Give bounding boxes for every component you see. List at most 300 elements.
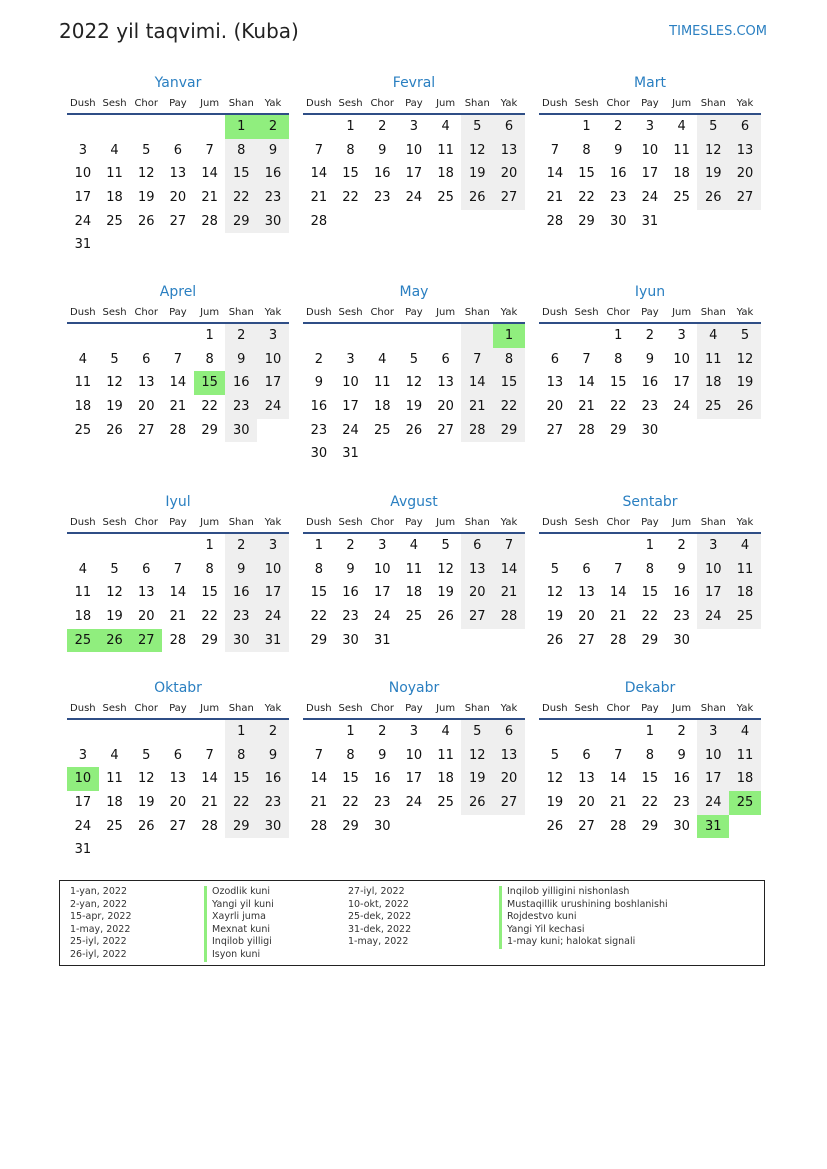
day-cell: 7 bbox=[314, 747, 323, 763]
day-cell: 25 bbox=[106, 818, 123, 834]
day-cell: 26 bbox=[546, 818, 564, 834]
day-cell: 4 bbox=[441, 724, 450, 739]
weekday-header bbox=[67, 512, 289, 534]
day-grid bbox=[303, 720, 525, 838]
legend-entry: Inqilob yilligini nishonlash bbox=[499, 886, 668, 899]
day-cell: 16 bbox=[609, 166, 627, 182]
legend-entry: 1-yan, 2022 bbox=[70, 886, 127, 897]
day-cell: 27 bbox=[493, 791, 525, 815]
day-cell: 8 bbox=[493, 348, 525, 372]
legend-entry: Rojdestvo kuni bbox=[499, 911, 668, 924]
weekday-label: Sesh bbox=[338, 702, 363, 714]
day-cell: 24 bbox=[641, 190, 659, 206]
day-cell: 22 bbox=[641, 609, 659, 625]
day-grid bbox=[539, 534, 761, 652]
day-cell: 14 bbox=[169, 375, 187, 391]
day-cell: 3 bbox=[257, 324, 289, 348]
day-cell: 5 bbox=[110, 351, 119, 367]
day-cell: 4 bbox=[409, 538, 419, 553]
legend-entry: Xayrli juma bbox=[204, 911, 274, 924]
day-cell: 13 bbox=[578, 585, 595, 601]
day-cell: 7 bbox=[205, 747, 214, 763]
weekday-label: Yak bbox=[264, 97, 282, 109]
day-cell: 7 bbox=[205, 142, 214, 158]
empty-cell bbox=[162, 115, 194, 139]
day-cell: 1 bbox=[614, 328, 623, 343]
day-cell: 17 bbox=[257, 581, 289, 605]
day-cell: 15 bbox=[578, 166, 595, 182]
day-cell: 18 bbox=[106, 795, 123, 811]
day-grid bbox=[67, 720, 289, 862]
day-cell: 31 bbox=[257, 629, 289, 653]
day-cell: 2 bbox=[225, 324, 257, 348]
day-cell: 27 bbox=[578, 632, 595, 648]
day-cell: 2 bbox=[677, 538, 686, 553]
day-cell: 27 bbox=[461, 605, 493, 629]
day-cell: 1 bbox=[225, 720, 257, 744]
day-cell: 31 bbox=[373, 632, 391, 648]
day-cell: 19 bbox=[729, 371, 761, 395]
day-cell: 12 bbox=[546, 585, 564, 601]
day-cell: 17 bbox=[641, 166, 659, 182]
month-title: Aprel bbox=[159, 284, 197, 300]
day-cell: 20 bbox=[461, 581, 493, 605]
day-cell: 16 bbox=[373, 771, 391, 787]
day-cell: 5 bbox=[550, 747, 559, 763]
weekday-label: Pay bbox=[405, 97, 423, 109]
day-cell: 29 bbox=[225, 815, 257, 839]
day-cell: 30 bbox=[373, 818, 391, 834]
day-cell: 13 bbox=[137, 375, 155, 391]
legend-entry: 25-iyl, 2022 bbox=[70, 936, 127, 948]
weekday-label: Yak bbox=[500, 306, 518, 318]
legend-dates-col-2 bbox=[348, 886, 411, 949]
holiday-day-cell: 1 bbox=[225, 115, 257, 139]
weekday-label: Pay bbox=[641, 516, 659, 528]
day-cell: 13 bbox=[437, 375, 454, 391]
weekday-label: Chor bbox=[370, 702, 394, 714]
weekday-label: Dush bbox=[306, 306, 332, 318]
weekday-label: Sesh bbox=[102, 702, 127, 714]
day-cell: 19 bbox=[697, 162, 729, 186]
weekday-label: Jum bbox=[436, 516, 456, 528]
day-cell: 24 bbox=[697, 605, 729, 629]
day-cell: 6 bbox=[142, 561, 151, 577]
day-cell: 25 bbox=[437, 190, 454, 206]
weekday-label: Chor bbox=[606, 702, 630, 714]
holiday-day-cell: 27 bbox=[130, 629, 162, 653]
day-cell: 18 bbox=[437, 166, 454, 182]
legend-entry: 25-dek, 2022 bbox=[348, 911, 412, 923]
day-cell: 3 bbox=[257, 534, 289, 558]
legend-entry: 27-iyl, 2022 bbox=[348, 886, 405, 897]
day-cell: 12 bbox=[405, 375, 423, 391]
day-cell: 14 bbox=[493, 558, 525, 582]
day-cell: 30 bbox=[257, 815, 289, 839]
day-cell: 6 bbox=[441, 351, 450, 367]
day-cell: 8 bbox=[205, 561, 214, 577]
weekday-label: Yak bbox=[264, 516, 282, 528]
day-cell: 23 bbox=[342, 609, 359, 625]
day-cell: 24 bbox=[342, 422, 359, 438]
day-cell: 3 bbox=[378, 538, 387, 553]
day-cell: 28 bbox=[578, 422, 595, 438]
day-cell: 15 bbox=[641, 585, 659, 601]
day-cell: 4 bbox=[697, 324, 729, 348]
weekday-label: Jum bbox=[436, 97, 456, 109]
day-cell: 15 bbox=[201, 585, 218, 601]
day-cell: 22 bbox=[609, 399, 627, 415]
day-cell: 14 bbox=[546, 166, 564, 182]
month-title: Iyul bbox=[165, 494, 191, 510]
weekday-label: Sesh bbox=[102, 306, 127, 318]
day-cell: 3 bbox=[409, 724, 419, 739]
weekday-label: Pay bbox=[641, 306, 659, 318]
day-cell: 28 bbox=[609, 632, 627, 648]
month-yanvar bbox=[67, 73, 289, 257]
day-cell: 31 bbox=[342, 446, 359, 462]
day-cell: 17 bbox=[342, 399, 359, 415]
day-cell: 7 bbox=[173, 351, 183, 367]
empty-cell bbox=[99, 115, 131, 139]
month-sentabr bbox=[539, 492, 761, 652]
day-cell: 4 bbox=[110, 142, 119, 158]
day-cell: 25 bbox=[437, 795, 454, 811]
weekday-label: Chor bbox=[370, 306, 394, 318]
weekday-label: Jum bbox=[200, 97, 220, 109]
empty-cell bbox=[67, 324, 99, 348]
day-cell: 4 bbox=[78, 351, 87, 367]
day-cell: 17 bbox=[673, 375, 690, 391]
day-cell: 27 bbox=[493, 186, 525, 210]
month-title: May bbox=[399, 284, 429, 300]
weekday-label: Chor bbox=[606, 516, 630, 528]
day-cell: 25 bbox=[697, 395, 729, 419]
day-cell: 26 bbox=[461, 791, 493, 815]
month-title: Noyabr bbox=[388, 680, 440, 696]
day-cell: 10 bbox=[373, 561, 391, 577]
day-cell: 12 bbox=[461, 744, 493, 768]
day-cell: 5 bbox=[409, 351, 419, 367]
day-cell: 16 bbox=[225, 581, 257, 605]
month-may bbox=[303, 282, 525, 466]
weekday-label: Sesh bbox=[574, 97, 599, 109]
day-cell: 10 bbox=[697, 744, 729, 768]
legend-entry: 1-may kuni; halokat signali bbox=[499, 936, 668, 949]
day-cell: 1 bbox=[645, 724, 655, 739]
day-cell: 20 bbox=[546, 399, 564, 415]
holiday-legend bbox=[59, 880, 765, 966]
day-cell: 17 bbox=[405, 166, 423, 182]
holiday-day-cell: 25 bbox=[67, 629, 99, 653]
weekday-label: Jum bbox=[200, 516, 220, 528]
day-cell: 10 bbox=[405, 747, 423, 763]
empty-cell bbox=[303, 720, 335, 744]
weekday-header bbox=[67, 698, 289, 720]
day-cell: 22 bbox=[201, 609, 218, 625]
day-cell: 11 bbox=[697, 348, 729, 372]
weekday-label: Dush bbox=[70, 306, 96, 318]
day-cell: 10 bbox=[257, 558, 289, 582]
day-cell: 4 bbox=[729, 534, 761, 558]
day-cell: 17 bbox=[697, 767, 729, 791]
month-avgust bbox=[303, 492, 525, 652]
day-cell: 29 bbox=[310, 632, 328, 648]
day-cell: 8 bbox=[346, 142, 355, 158]
day-cell: 8 bbox=[645, 561, 655, 577]
day-cell: 10 bbox=[342, 375, 359, 391]
day-cell: 11 bbox=[405, 561, 423, 577]
day-cell: 16 bbox=[310, 399, 328, 415]
day-cell: 15 bbox=[342, 166, 359, 182]
day-cell: 19 bbox=[437, 585, 454, 601]
day-cell: 22 bbox=[578, 190, 595, 206]
weekday-label: Chor bbox=[370, 97, 394, 109]
day-cell: 10 bbox=[673, 351, 690, 367]
holiday-day-cell: 26 bbox=[99, 629, 131, 653]
day-cell: 21 bbox=[169, 609, 187, 625]
weekday-label: Shan bbox=[228, 306, 254, 318]
legend-names-col-1 bbox=[204, 886, 274, 962]
day-cell: 27 bbox=[437, 422, 454, 438]
day-cell: 25 bbox=[106, 213, 123, 229]
day-cell: 11 bbox=[437, 142, 454, 158]
day-cell: 20 bbox=[729, 162, 761, 186]
day-grid bbox=[303, 324, 525, 466]
day-cell: 18 bbox=[74, 399, 92, 415]
weekday-label: Shan bbox=[700, 306, 726, 318]
day-cell: 15 bbox=[641, 771, 659, 787]
legend-entry: Yangi yil kuni bbox=[204, 899, 274, 912]
day-cell: 8 bbox=[205, 351, 214, 367]
day-cell: 12 bbox=[697, 139, 729, 163]
day-cell: 8 bbox=[225, 744, 257, 768]
day-grid bbox=[539, 115, 761, 233]
month-iyun bbox=[539, 282, 761, 442]
day-cell: 12 bbox=[106, 585, 123, 601]
empty-cell bbox=[130, 720, 162, 744]
legend-entry: Mustaqillik urushining boshlanishi bbox=[499, 899, 668, 912]
day-cell: 16 bbox=[225, 371, 257, 395]
day-cell: 18 bbox=[729, 581, 761, 605]
day-cell: 21 bbox=[461, 395, 493, 419]
day-cell: 20 bbox=[493, 162, 525, 186]
empty-cell bbox=[539, 720, 571, 744]
day-cell: 26 bbox=[405, 422, 423, 438]
empty-cell bbox=[571, 720, 603, 744]
day-cell: 10 bbox=[74, 166, 92, 182]
day-cell: 17 bbox=[74, 190, 92, 206]
day-cell: 11 bbox=[729, 558, 761, 582]
day-cell: 21 bbox=[578, 399, 595, 415]
month-aprel bbox=[67, 282, 289, 442]
day-cell: 9 bbox=[614, 142, 623, 158]
legend-entry: Inqilob yilligi bbox=[204, 936, 274, 949]
day-cell: 3 bbox=[409, 119, 419, 134]
day-cell: 13 bbox=[169, 771, 187, 787]
day-cell: 24 bbox=[405, 795, 423, 811]
weekday-header bbox=[539, 512, 761, 534]
day-cell: 20 bbox=[137, 399, 155, 415]
day-cell: 2 bbox=[378, 724, 387, 739]
day-cell: 25 bbox=[673, 190, 690, 206]
page-title: 2022 yil taqvimi. (Kuba) bbox=[59, 19, 299, 43]
day-cell: 22 bbox=[201, 399, 218, 415]
day-cell: 24 bbox=[74, 818, 92, 834]
day-cell: 6 bbox=[493, 115, 525, 139]
weekday-header bbox=[67, 93, 289, 115]
weekday-label: Dush bbox=[306, 97, 332, 109]
day-cell: 13 bbox=[578, 771, 595, 787]
day-cell: 16 bbox=[673, 771, 690, 787]
day-cell: 28 bbox=[169, 632, 187, 648]
day-cell: 23 bbox=[641, 399, 659, 415]
day-cell: 13 bbox=[729, 139, 761, 163]
day-cell: 7 bbox=[461, 348, 493, 372]
day-cell: 28 bbox=[201, 213, 218, 229]
day-cell: 12 bbox=[137, 771, 155, 787]
weekday-label: Sesh bbox=[338, 306, 363, 318]
day-cell: 15 bbox=[342, 771, 359, 787]
day-cell: 30 bbox=[257, 210, 289, 234]
day-cell: 23 bbox=[373, 190, 391, 206]
day-cell: 19 bbox=[106, 609, 123, 625]
day-cell: 29 bbox=[578, 213, 595, 229]
legend-entry: 2-yan, 2022 bbox=[70, 898, 127, 910]
day-cell: 11 bbox=[106, 166, 123, 182]
weekday-header bbox=[303, 698, 525, 720]
day-cell: 13 bbox=[137, 585, 155, 601]
weekday-label: Chor bbox=[134, 97, 158, 109]
day-cell: 1 bbox=[314, 538, 323, 553]
empty-cell bbox=[99, 720, 131, 744]
day-cell: 15 bbox=[493, 371, 525, 395]
day-cell: 1 bbox=[205, 328, 214, 343]
weekday-label: Sesh bbox=[574, 306, 599, 318]
day-cell: 7 bbox=[614, 747, 623, 763]
day-cell: 20 bbox=[169, 795, 187, 811]
day-cell: 25 bbox=[405, 609, 423, 625]
weekday-label: Yak bbox=[500, 702, 518, 714]
day-cell: 16 bbox=[257, 162, 289, 186]
day-cell: 23 bbox=[225, 395, 257, 419]
day-cell: 26 bbox=[137, 213, 155, 229]
day-cell: 5 bbox=[142, 747, 151, 763]
day-cell: 1 bbox=[645, 538, 655, 553]
empty-cell bbox=[398, 324, 430, 348]
day-cell: 8 bbox=[346, 747, 355, 763]
day-cell: 30 bbox=[225, 419, 257, 443]
weekday-label: Shan bbox=[464, 306, 490, 318]
day-cell: 3 bbox=[78, 747, 87, 763]
day-cell: 19 bbox=[137, 795, 155, 811]
month-title: Fevral bbox=[392, 75, 436, 91]
weekday-label: Jum bbox=[672, 702, 692, 714]
day-cell: 13 bbox=[546, 375, 564, 391]
day-cell: 1 bbox=[582, 119, 591, 134]
day-cell: 2 bbox=[257, 720, 289, 744]
weekday-label: Yak bbox=[264, 306, 282, 318]
empty-cell bbox=[571, 324, 603, 348]
empty-cell bbox=[130, 534, 162, 558]
day-cell: 13 bbox=[493, 139, 525, 163]
weekday-label: Jum bbox=[436, 702, 456, 714]
day-cell: 2 bbox=[346, 538, 355, 553]
day-cell: 18 bbox=[697, 371, 729, 395]
site-link[interactable]: TIMESLES.COM bbox=[669, 24, 767, 39]
day-cell: 23 bbox=[310, 422, 328, 438]
day-cell: 14 bbox=[609, 585, 627, 601]
day-cell: 4 bbox=[378, 351, 387, 367]
weekday-label: Yak bbox=[736, 306, 754, 318]
legend-dates-col-1 bbox=[70, 886, 132, 962]
weekday-label: Pay bbox=[641, 702, 659, 714]
weekday-header bbox=[539, 698, 761, 720]
month-mart bbox=[539, 73, 761, 233]
weekday-header bbox=[303, 302, 525, 324]
day-cell: 1 bbox=[346, 724, 355, 739]
day-cell: 15 bbox=[310, 585, 328, 601]
day-cell: 6 bbox=[173, 142, 183, 158]
day-cell: 5 bbox=[461, 720, 493, 744]
weekday-label: Shan bbox=[464, 97, 490, 109]
weekday-label: Shan bbox=[228, 97, 254, 109]
month-noyabr bbox=[303, 678, 525, 838]
day-cell: 2 bbox=[314, 351, 323, 367]
weekday-label: Dush bbox=[542, 97, 568, 109]
day-cell: 27 bbox=[169, 818, 187, 834]
empty-cell bbox=[130, 115, 162, 139]
day-cell: 9 bbox=[346, 561, 355, 577]
day-cell: 27 bbox=[578, 818, 595, 834]
day-cell: 11 bbox=[74, 585, 92, 601]
day-cell: 19 bbox=[461, 767, 493, 791]
day-cell: 8 bbox=[645, 747, 655, 763]
day-cell: 12 bbox=[137, 166, 155, 182]
day-cell: 27 bbox=[729, 186, 761, 210]
day-cell: 27 bbox=[546, 422, 564, 438]
day-cell: 26 bbox=[437, 609, 454, 625]
day-cell: 2 bbox=[614, 119, 623, 134]
day-cell: 14 bbox=[310, 771, 328, 787]
day-cell: 3 bbox=[697, 720, 729, 744]
day-cell: 16 bbox=[373, 166, 391, 182]
day-cell: 19 bbox=[106, 399, 123, 415]
day-cell: 8 bbox=[314, 561, 323, 577]
holiday-day-cell: 1 bbox=[493, 324, 525, 348]
holiday-day-cell: 15 bbox=[194, 371, 226, 395]
day-cell: 28 bbox=[310, 213, 328, 229]
weekday-label: Sesh bbox=[338, 516, 363, 528]
weekday-label: Shan bbox=[464, 702, 490, 714]
day-cell: 17 bbox=[257, 371, 289, 395]
day-cell: 24 bbox=[257, 395, 289, 419]
day-cell: 29 bbox=[342, 818, 359, 834]
day-cell: 24 bbox=[405, 190, 423, 206]
empty-cell bbox=[99, 324, 131, 348]
empty-cell bbox=[194, 115, 226, 139]
empty-cell bbox=[303, 324, 335, 348]
day-cell: 24 bbox=[74, 213, 92, 229]
weekday-label: Dush bbox=[542, 516, 568, 528]
day-cell: 9 bbox=[257, 744, 289, 768]
weekday-label: Chor bbox=[134, 702, 158, 714]
month-title: Sentabr bbox=[622, 494, 678, 510]
weekday-label: Sesh bbox=[574, 516, 599, 528]
day-cell: 21 bbox=[609, 795, 627, 811]
holiday-day-cell: 10 bbox=[67, 767, 99, 791]
day-cell: 14 bbox=[578, 375, 595, 391]
